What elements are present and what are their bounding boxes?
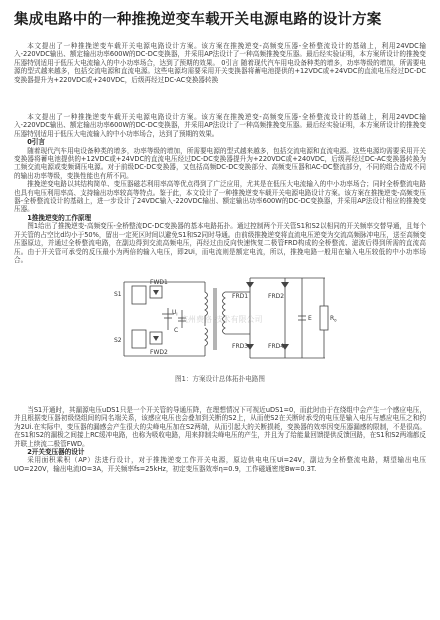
body-paragraph: 当S1开通时，其漏源电压uDS1只是一个开关管的导通压降，在理想情况下可视近uDS1=0，而此时由于在绕组中会产生一个感应电压，并且根据变压器初级绕组间的同名端关系，该感应电压也会叠加到关断的S2上，从而使S2在关断时承受的电压是输入电压与感应电压之和约为2Ui.在实际中，变压器的漏感会产生很大的尖峰电压加在S2两端，从而引起大的关断损耗，变换器的效率因变压器漏感的限制，不是很高。在S1和S2的漏极之间接上RC缓冲电路，也称为吸收电路，用来抑制尖峰电压的产生，并且为了给能量回馈提供反馈回路，在S1和S2两端都反并联上续流二极管FWD。 bbox=[14, 406, 426, 448]
label-s1: S1 bbox=[114, 291, 122, 298]
page-title: 集成电路中的一种推挽逆变车载开关电源电路的设计方案 bbox=[14, 12, 382, 28]
label-fwd1: FWD1 bbox=[150, 279, 168, 286]
label-frd3: FRD3 bbox=[232, 343, 249, 350]
abstract-block bbox=[14, 42, 426, 84]
body-paragraph: 随着现代汽车用电设备种类的增多，功率等级的增加，所需要电源的型式越来越多，包括交流电源和直流电源。这些电源均需要采用开关变换器将蓄电池提供的+12VDC或+24VDC的直流电压经过DC-DC变换器提升为+220VDC或+240VDC，后级再经过DC-AC变换器转换为工频交流电源或变频调压电源。对于前级DC-DC变换器，又包括高频DC-DC变换部分、高频变压器和AC-DC整流部分，不同的组合造成不同的输出功率等级，变换性能也有所不同。 bbox=[14, 146, 426, 180]
label-frd2: FRD2 bbox=[268, 293, 285, 300]
label-fwd2: FWD2 bbox=[150, 349, 168, 356]
label-frd4: FRD4 bbox=[268, 343, 285, 350]
circuit-diagram bbox=[110, 268, 340, 368]
body-paragraph: 图1给出了推挽逆变-高频变压-全桥整流DC-DC变换器的基本电路拓扑。通过控制两个开关管S1和S2以相同的开关频率交替导通，且每个开关管的占空比d均小于50%，留出一定死区时间以避免S1和S2同时导通。由前级推挽逆变将直流电压逆变为交流高频脉冲电压，送至高频变压器原边，并通过全桥整流电路，在副边得到交流高频电压，再经过由反向快速恢复二极管FRD构成的全桥整流、滤波后得到所需的直流高压。由于开关管可承受的反压最小为两倍的输入电压，即2Ui，而电流则是额定电流，所以，推挽电路一般用在输入电压较低的中小功率场合。 bbox=[14, 222, 426, 264]
label-ui: $U_i$ bbox=[172, 309, 178, 317]
section-heading: 0引言 bbox=[27, 138, 45, 147]
section-heading: 2开关变压器的设计 bbox=[27, 448, 85, 457]
label-ro: $R_o$ bbox=[330, 315, 337, 323]
figure-watermark: 杭州费格 技术有限公司 bbox=[180, 315, 263, 324]
label-e: E bbox=[308, 315, 312, 322]
section-heading: 1推挽逆变的工作原理 bbox=[27, 213, 92, 222]
body-paragraph: 采用面积乘积（AP）法进行设计，对于推挽逆变工作开关电源，原边供电电压Ui=24V，副边为全桥整流电路，期望输出电压UO=220V，输出电流IO=3A，开关频率fs=25kHz，初定变压器效率η=0.9，工作磁通密度Bw=0.3T. bbox=[14, 456, 426, 473]
abstract-paragraph: 本文提出了一种推挽逆变车载开关电源电路设计方案。该方案在推挽逆变-高频变压器-全桥整流设计的基础上，利用24VDC输入-220VDC输出、额定输出功率600W的DC-DC变换器，并采用AP法设计了一种高频推挽变压器。最后经实验证明，本方案所设计的推挽变压器特别适用于低压大电流输入的中小功率场合，达到了预期的效果。 0引言 随着现代汽车用电设备种类的增多，功率等级的增加，所需要电源的型式越来越多，包括交流电源和直流电源。这些电源均需要采用开关变换器将蓄电池提供的+12VDC或+24VDC的直流电压经过DC-DC变换器提升为+220VDC或+240VDC，后级再经过DC-AC变换器转换 bbox=[14, 42, 426, 84]
body-paragraph: 本文提出了一种推挽逆变车载开关电源电路设计方案。该方案在推挽逆变-高频变压器-全桥整流设计的基础上，利用24VDC输入-220VDC输出、额定输出功率600W的DC-DC变换器，并采用AP法设计了一种高频推挽变压器。最后经实验证明，本方案所设计的推挽变压器特别适用于低压大电流输入的中小功率场合，达到了预期的效果。 bbox=[14, 113, 426, 138]
body-text-lower bbox=[14, 406, 426, 473]
label-frd1: FRD1 bbox=[232, 293, 249, 300]
body-paragraph: 推挽逆变电路以其结构简单、变压器磁芯利用率高等优点得到了广泛应用，尤其是在低压大电流输入的中小功率场合；同时全桥整流电路也具有电压利用率高、支持输出功率较高等特点。鉴于此，本文设计了一种推挽逆变车载开关电源电路设计方案。该方案在推挽逆变-高频变压器-全桥整流设计的基础上，进一步设计了24VDC输入-220VDC输出、额定输出功率600W的DC-DC变换器，并采用AP法设计相应的推挽变压器。 bbox=[14, 180, 426, 214]
label-s2: S2 bbox=[114, 337, 122, 344]
body-text-upper bbox=[14, 113, 426, 264]
label-c: C bbox=[174, 327, 179, 334]
figure-caption: 图1：方案设计总体拓扑电路图 bbox=[175, 375, 265, 383]
